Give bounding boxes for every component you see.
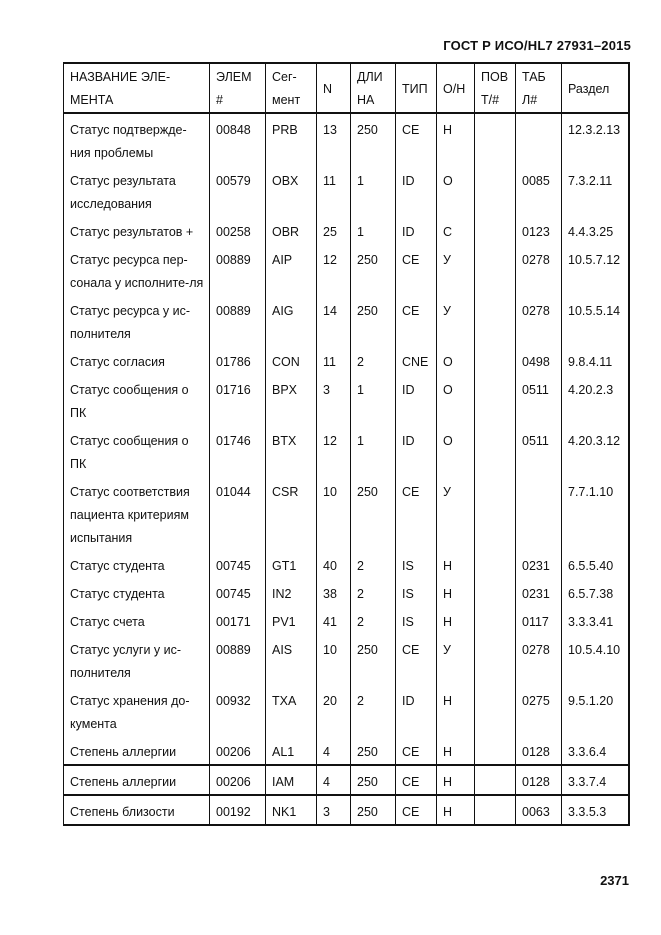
cell-sect: 6.5.7.38 (562, 578, 629, 606)
cell-n: 38 (317, 578, 351, 606)
cell-elem: 00745 (210, 578, 266, 606)
cell-n: 41 (317, 606, 351, 634)
cell-elem: 00889 (210, 244, 266, 295)
cell-seg: OBX (266, 165, 317, 216)
table-row (64, 295, 629, 346)
cell-seg: AL1 (266, 736, 317, 765)
cell-tbl: 0085 (516, 165, 562, 216)
cell-on: О (437, 425, 475, 476)
cell-n: 12 (317, 425, 351, 476)
table-row (64, 634, 629, 685)
cell-elem: 01044 (210, 476, 266, 550)
cell-sect: 4.20.2.3 (562, 374, 629, 425)
header-row (64, 63, 629, 113)
cell-len: 1 (351, 165, 396, 216)
cell-on: Н (437, 736, 475, 765)
cell-rep (475, 578, 516, 606)
cell-type: IS (396, 578, 437, 606)
cell-len: 1 (351, 216, 396, 244)
cell-len: 2 (351, 550, 396, 578)
cell-seg: IN2 (266, 578, 317, 606)
column-header-name: НАЗВАНИЕ ЭЛЕ-МЕНТА (64, 63, 210, 113)
cell-type: CNE (396, 346, 437, 374)
column-header-section: Раздел (562, 63, 629, 113)
cell-on: У (437, 634, 475, 685)
cell-seg: BTX (266, 425, 317, 476)
cell-len: 250 (351, 765, 396, 795)
cell-type: ID (396, 165, 437, 216)
cell-sect: 7.7.1.10 (562, 476, 629, 550)
cell-seg: CON (266, 346, 317, 374)
cell-sect: 3.3.7.4 (562, 765, 629, 795)
cell-len: 250 (351, 476, 396, 550)
cell-seg: NK1 (266, 795, 317, 825)
cell-tbl: 0498 (516, 346, 562, 374)
cell-seg: BPX (266, 374, 317, 425)
table-row (64, 113, 629, 165)
cell-rep (475, 795, 516, 825)
cell-n: 40 (317, 550, 351, 578)
cell-n: 13 (317, 113, 351, 165)
cell-sect: 7.3.2.11 (562, 165, 629, 216)
cell-tbl: 0063 (516, 795, 562, 825)
cell-elem: 00579 (210, 165, 266, 216)
cell-seg: TXA (266, 685, 317, 736)
cell-seg: AIG (266, 295, 317, 346)
cell-rep (475, 113, 516, 165)
cell-on: О (437, 165, 475, 216)
cell-seg: AIP (266, 244, 317, 295)
cell-seg: OBR (266, 216, 317, 244)
cell-name: Статус сообщения о ПК (64, 425, 210, 476)
cell-rep (475, 165, 516, 216)
table-header (64, 63, 629, 113)
cell-elem: 01746 (210, 425, 266, 476)
cell-rep (475, 346, 516, 374)
cell-type: CE (396, 795, 437, 825)
column-header-n: N (317, 63, 351, 113)
cell-elem: 00258 (210, 216, 266, 244)
cell-type: ID (396, 685, 437, 736)
cell-seg: CSR (266, 476, 317, 550)
cell-type: CE (396, 765, 437, 795)
cell-type: CE (396, 476, 437, 550)
cell-rep (475, 425, 516, 476)
cell-name: Статус счета (64, 606, 210, 634)
column-header-optionality: О/Н (437, 63, 475, 113)
table-row (64, 765, 629, 795)
cell-elem: 00889 (210, 295, 266, 346)
column-header-repeat: ПОВ Т/# (475, 63, 516, 113)
cell-elem: 00192 (210, 795, 266, 825)
cell-on: У (437, 476, 475, 550)
table-row (64, 606, 629, 634)
cell-name: Статус ресурса у ис-полнителя (64, 295, 210, 346)
cell-len: 250 (351, 634, 396, 685)
cell-sect: 4.20.3.12 (562, 425, 629, 476)
cell-elem: 00171 (210, 606, 266, 634)
cell-rep (475, 295, 516, 346)
cell-type: ID (396, 374, 437, 425)
cell-sect: 10.5.4.10 (562, 634, 629, 685)
cell-n: 25 (317, 216, 351, 244)
cell-tbl: 0123 (516, 216, 562, 244)
cell-tbl: 0128 (516, 736, 562, 765)
table-row (64, 685, 629, 736)
cell-sect: 4.4.3.25 (562, 216, 629, 244)
table-row (64, 165, 629, 216)
cell-name: Степень аллергии (64, 736, 210, 765)
cell-on: Н (437, 578, 475, 606)
cell-seg: PRB (266, 113, 317, 165)
cell-on: Н (437, 685, 475, 736)
cell-sect: 9.8.4.11 (562, 346, 629, 374)
cell-sect: 9.5.1.20 (562, 685, 629, 736)
cell-tbl: 0231 (516, 578, 562, 606)
cell-elem: 00206 (210, 765, 266, 795)
cell-n: 4 (317, 736, 351, 765)
cell-type: CE (396, 244, 437, 295)
cell-type: IS (396, 550, 437, 578)
cell-type: CE (396, 634, 437, 685)
cell-sect: 6.5.5.40 (562, 550, 629, 578)
cell-name: Статус результатов + (64, 216, 210, 244)
cell-len: 2 (351, 346, 396, 374)
table-row (64, 550, 629, 578)
cell-rep (475, 374, 516, 425)
cell-seg: PV1 (266, 606, 317, 634)
cell-type: IS (396, 606, 437, 634)
cell-tbl: 0278 (516, 244, 562, 295)
cell-type: CE (396, 736, 437, 765)
cell-type: CE (396, 113, 437, 165)
cell-rep (475, 216, 516, 244)
cell-elem: 01786 (210, 346, 266, 374)
cell-tbl: 0275 (516, 685, 562, 736)
cell-len: 250 (351, 295, 396, 346)
cell-name: Степень близости (64, 795, 210, 825)
table-row (64, 346, 629, 374)
cell-n: 3 (317, 374, 351, 425)
data-elements-table (63, 62, 630, 826)
cell-rep (475, 606, 516, 634)
cell-n: 12 (317, 244, 351, 295)
cell-rep (475, 550, 516, 578)
cell-on: Н (437, 113, 475, 165)
cell-elem: 00206 (210, 736, 266, 765)
cell-tbl (516, 476, 562, 550)
cell-name: Статус студента (64, 578, 210, 606)
cell-n: 14 (317, 295, 351, 346)
cell-n: 10 (317, 476, 351, 550)
table-row (64, 374, 629, 425)
table-body (64, 113, 629, 825)
cell-rep (475, 476, 516, 550)
cell-n: 11 (317, 346, 351, 374)
cell-len: 250 (351, 113, 396, 165)
cell-sect: 10.5.7.12 (562, 244, 629, 295)
table-row (64, 736, 629, 765)
cell-name: Статус ресурса пер-сонала у исполните-ля (64, 244, 210, 295)
cell-n: 20 (317, 685, 351, 736)
cell-type: CE (396, 295, 437, 346)
cell-tbl: 0128 (516, 765, 562, 795)
cell-seg: AIS (266, 634, 317, 685)
cell-name: Статус хранения до-кумента (64, 685, 210, 736)
cell-on: О (437, 374, 475, 425)
cell-len: 2 (351, 685, 396, 736)
column-header-type: ТИП (396, 63, 437, 113)
cell-sect: 3.3.6.4 (562, 736, 629, 765)
cell-type: ID (396, 425, 437, 476)
cell-len: 250 (351, 736, 396, 765)
cell-on: О (437, 346, 475, 374)
cell-name: Статус услуги у ис-полнителя (64, 634, 210, 685)
cell-n: 4 (317, 765, 351, 795)
cell-on: Н (437, 606, 475, 634)
column-header-elem: ЭЛЕМ # (210, 63, 266, 113)
cell-rep (475, 765, 516, 795)
cell-rep (475, 244, 516, 295)
cell-tbl: 0278 (516, 634, 562, 685)
table-row (64, 244, 629, 295)
cell-name: Статус согласия (64, 346, 210, 374)
table-row (64, 216, 629, 244)
column-header-segment: Сег-мент (266, 63, 317, 113)
cell-n: 3 (317, 795, 351, 825)
cell-rep (475, 685, 516, 736)
page-number: 2371 (600, 873, 629, 888)
document-header: ГОСТ Р ИСО/HL7 27931–2015 (443, 38, 631, 53)
cell-name: Статус результата исследования (64, 165, 210, 216)
cell-on: С (437, 216, 475, 244)
cell-elem: 01716 (210, 374, 266, 425)
cell-rep (475, 736, 516, 765)
cell-name: Статус соответствия пациента критериям испытания (64, 476, 210, 550)
cell-sect: 3.3.5.3 (562, 795, 629, 825)
cell-len: 1 (351, 374, 396, 425)
column-header-table: ТАБ Л# (516, 63, 562, 113)
cell-tbl: 0231 (516, 550, 562, 578)
cell-tbl: 0511 (516, 374, 562, 425)
cell-len: 250 (351, 244, 396, 295)
cell-name: Статус сообщения о ПК (64, 374, 210, 425)
cell-rep (475, 634, 516, 685)
table-row (64, 476, 629, 550)
table-row (64, 425, 629, 476)
cell-on: Н (437, 795, 475, 825)
cell-len: 250 (351, 795, 396, 825)
cell-sect: 12.3.2.13 (562, 113, 629, 165)
cell-on: У (437, 295, 475, 346)
cell-elem: 00889 (210, 634, 266, 685)
cell-seg: GT1 (266, 550, 317, 578)
cell-sect: 10.5.5.14 (562, 295, 629, 346)
cell-tbl (516, 113, 562, 165)
cell-tbl: 0511 (516, 425, 562, 476)
cell-on: Н (437, 550, 475, 578)
table-row (64, 578, 629, 606)
cell-tbl: 0117 (516, 606, 562, 634)
cell-sect: 3.3.3.41 (562, 606, 629, 634)
cell-type: ID (396, 216, 437, 244)
cell-elem: 00932 (210, 685, 266, 736)
cell-len: 2 (351, 578, 396, 606)
cell-on: У (437, 244, 475, 295)
cell-len: 2 (351, 606, 396, 634)
cell-name: Степень аллергии (64, 765, 210, 795)
cell-elem: 00848 (210, 113, 266, 165)
cell-n: 11 (317, 165, 351, 216)
cell-seg: IAM (266, 765, 317, 795)
cell-name: Статус подтвержде-ния проблемы (64, 113, 210, 165)
table-row (64, 795, 629, 825)
cell-n: 10 (317, 634, 351, 685)
cell-on: Н (437, 765, 475, 795)
cell-elem: 00745 (210, 550, 266, 578)
cell-name: Статус студента (64, 550, 210, 578)
column-header-length: ДЛИ НА (351, 63, 396, 113)
cell-len: 1 (351, 425, 396, 476)
cell-tbl: 0278 (516, 295, 562, 346)
